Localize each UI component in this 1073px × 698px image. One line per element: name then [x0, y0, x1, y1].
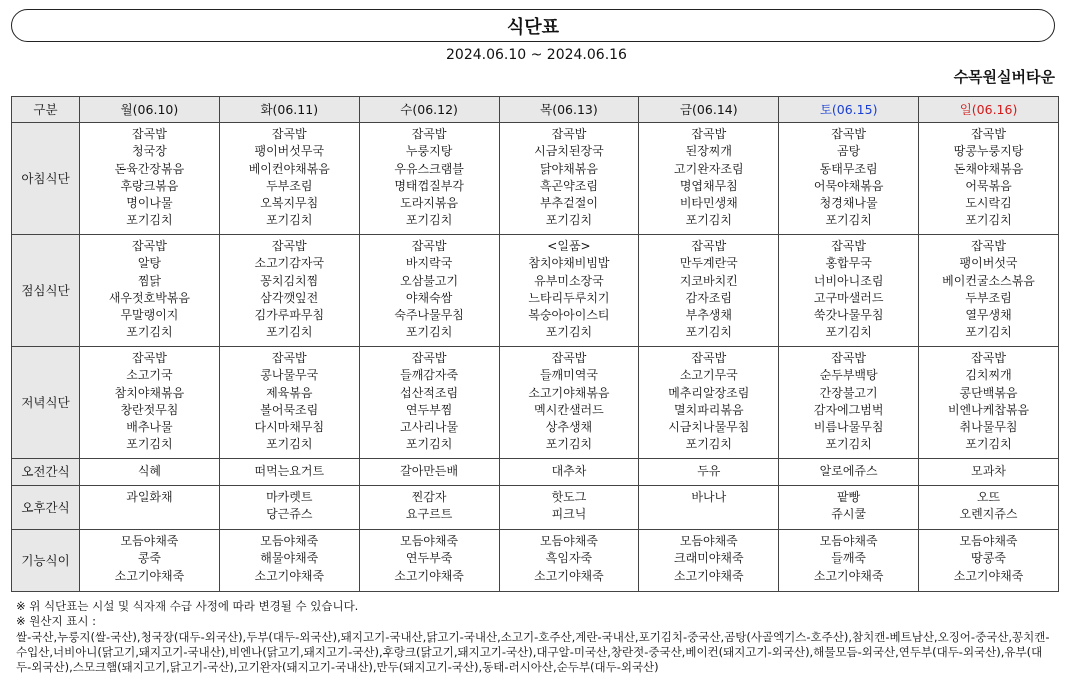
menu-item: 동태무조림: [819, 161, 878, 176]
menu-cell-mon: [80, 486, 220, 530]
menu-item: 마카렛트: [266, 490, 313, 504]
menu-cell-wed: [359, 486, 499, 530]
menu-item: 쑥갓나물무침: [813, 308, 884, 323]
menu-item: 후랑크볶음: [120, 178, 179, 193]
menu-item: 잡곡밥: [551, 351, 587, 365]
functional-diet-row: [12, 530, 1059, 592]
row-label: 오전간식: [12, 459, 80, 486]
menu-item: 감자조림: [685, 290, 732, 305]
menu-item: 소고기무국: [679, 368, 738, 383]
menu-item: 포기김치: [405, 437, 453, 452]
menu-item: 피크닉: [551, 507, 587, 522]
menu-item: 잡곡밥: [691, 239, 727, 253]
menu-item: 소고기야채죽: [534, 568, 604, 583]
menu-item: 시금치나물무침: [668, 420, 750, 435]
menu-item: 열무생채: [965, 308, 1012, 323]
menu-cell-sat: [779, 530, 919, 592]
menu-cell-thu: [499, 235, 639, 347]
menu-item: 누룽지탕: [405, 144, 453, 159]
menu-item: 포기김치: [545, 325, 593, 340]
menu-item: 잡곡밥: [691, 127, 727, 141]
origin-list: 쌀-국산,누룽지(쌀-국산),청국장(대두-외국산),두부(대두-외국산),돼지고기-국내산,닭고기-국내산,소고기-호주산,계란-국내산,포기김치-중국산,곰탕(사골엑기스-호주산),참치캔-베트남산,오징어-중국산,꽁치캔-수입산,너비아니(닭고기,돼지고기-국내산),비엔나(닭고기,돼지고기-국산),후랑크(닭고기,돼지고기-국산),대구알-미국산,창란젓-중국산,베이컨(돼지고기-외국산),해물모듬-외국산,연두부(대두-외국산),유부(대두-외국산),스모크햄(돼지고기,닭고기-국산),고기완자(돼지고기-국내산),만두(돼지고기-국산),동태-러시아산,순두부(대두-외국산): [16, 629, 1050, 675]
menu-item: 곰탕: [837, 144, 861, 159]
menu-item: 잡곡밥: [271, 127, 307, 141]
menu-item: 소고기야채죽: [114, 568, 185, 583]
menu-item: 갈아만든배: [400, 464, 459, 479]
menu-item: 제육볶음: [266, 385, 313, 400]
menu-item: 소고기야채죽: [953, 568, 1024, 583]
menu-item: 다시마채무침: [254, 420, 325, 435]
menu-item: 바나나: [691, 490, 727, 504]
menu-cell-wed: [359, 459, 499, 486]
menu-item: 포기김치: [965, 213, 1012, 228]
menu-item: 참치야채볶음: [114, 385, 185, 400]
menu-cell-mon: [80, 235, 220, 347]
page-title: [11, 9, 1055, 42]
menu-cell-sun: [919, 235, 1059, 347]
day-header-thu: 목(06.13): [499, 97, 639, 123]
menu-item: 잡곡밥: [132, 127, 167, 141]
menu-item: 흑임자죽: [545, 551, 593, 566]
menu-cell-wed: [359, 530, 499, 592]
menu-item: 만두계란국: [679, 256, 738, 271]
menu-cell-mon: [80, 530, 220, 592]
row-label: 점심식단: [12, 235, 80, 347]
menu-item: 잡곡밥: [971, 127, 1006, 141]
menu-item: 잡곡밥: [271, 239, 307, 253]
menu-item: 잡곡밥: [551, 127, 587, 141]
day-header-sun: 일(06.16): [919, 97, 1059, 123]
menu-item: 배추나물: [126, 420, 173, 435]
menu-item: 소고기야채죽: [254, 568, 325, 583]
menu-cell-tue: [219, 235, 359, 347]
menu-cell-mon: [80, 347, 220, 459]
menu-item: 포기김치: [825, 325, 872, 340]
menu-item: 포기김치: [965, 325, 1012, 340]
menu-table: [11, 96, 1059, 592]
menu-item: 포기김치: [685, 213, 732, 228]
menu-item: 쥬시쿨: [831, 507, 867, 522]
menu-item: 오뜨: [976, 490, 1001, 504]
menu-item: 볼어묵조림: [260, 402, 319, 417]
menu-item: 잡곡밥: [971, 351, 1006, 365]
menu-item: 포기김치: [685, 325, 732, 340]
menu-cell-fri: [639, 123, 779, 235]
menu-item: 소고기야채죽: [813, 568, 884, 583]
menu-item: 해물야채죽: [260, 551, 319, 566]
menu-cell-sat: [779, 235, 919, 347]
menu-item: 베이컨야채볶음: [248, 161, 330, 176]
row-label: 아침식단: [12, 123, 80, 235]
menu-item: 고사리나물: [400, 420, 459, 435]
day-header-sat: 토(06.15): [779, 97, 919, 123]
menu-item: 땅콩누룽지탕: [953, 144, 1024, 159]
menu-item: 창란젓무침: [120, 402, 179, 417]
menu-item: 명태껍질부각: [394, 178, 464, 193]
menu-item: 오복지무침: [260, 196, 319, 211]
menu-item: <일품>: [547, 239, 591, 253]
menu-item: 시금치된장국: [534, 144, 604, 159]
menu-item: 어묵볶음: [965, 178, 1012, 193]
menu-item: 청국장: [132, 144, 167, 159]
menu-item: 콩단백볶음: [959, 385, 1018, 400]
menu-item: 포기김치: [266, 213, 313, 228]
menu-item: 비엔나케찹볶음: [947, 402, 1030, 417]
menu-item: 베이컨굴소스볶음: [942, 273, 1035, 288]
menu-item: 참치야채비빔밥: [528, 256, 610, 271]
menu-item: 청경채나물: [819, 196, 878, 211]
menu-cell-tue: [219, 530, 359, 592]
menu-item: 포기김치: [685, 437, 732, 452]
menu-cell-thu: [499, 347, 639, 459]
menu-cell-tue: [219, 459, 359, 486]
menu-item: 간장불고기: [819, 385, 878, 400]
title-text: 식단표: [506, 16, 560, 38]
menu-item: 바지락국: [405, 256, 453, 271]
menu-item: 요구르트: [405, 507, 453, 522]
menu-item: 새우젓호박볶음: [108, 290, 190, 305]
menu-item: 잡곡밥: [411, 351, 447, 365]
menu-cell-thu: [499, 459, 639, 486]
menu-item: 찐감자: [411, 490, 447, 504]
menu-item: 잡곡밥: [691, 351, 727, 365]
menu-item: 두유: [697, 464, 721, 479]
menu-cell-thu: [499, 123, 639, 235]
menu-cell-tue: [219, 123, 359, 235]
menu-item: 취나물무침: [959, 420, 1018, 435]
menu-item: 순두부백탕: [819, 368, 878, 383]
menu-item: 도라지볶음: [400, 196, 459, 211]
menu-item: 소고기야채죽: [674, 568, 744, 583]
row-label: 오후간식: [12, 486, 80, 530]
menu-item: 명이나물: [126, 196, 173, 211]
menu-item: 홍합무국: [825, 256, 872, 271]
menu-item: 잡곡밥: [831, 351, 867, 365]
menu-cell-wed: [359, 235, 499, 347]
menu-item: 메추리알장조림: [668, 385, 750, 400]
menu-item: 소고기국: [126, 368, 173, 383]
menu-item: 부추겉절이: [539, 196, 598, 211]
menu-item: 닭야채볶음: [539, 161, 598, 176]
menu-item: 돈육간장볶음: [114, 161, 185, 176]
menu-cell-sat: [779, 459, 919, 486]
menu-item: 김가루파무침: [254, 308, 325, 323]
menu-item: 들깨미역국: [539, 368, 598, 383]
menu-item: 콩죽: [137, 551, 162, 566]
menu-item: 비타민생채: [679, 196, 738, 211]
menu-cell-fri: [639, 530, 779, 592]
menu-item: 어묵야채볶음: [813, 178, 884, 193]
menu-item: 핫도그: [551, 490, 587, 504]
menu-item: 지코바치킨: [679, 273, 738, 288]
menu-item: 잡곡밥: [831, 239, 867, 253]
menu-item: 무말랭이지: [120, 308, 179, 323]
menu-item: 모과차: [971, 464, 1006, 479]
menu-item: 꽁치김치찜: [260, 273, 319, 288]
menu-item: 알로에쥬스: [819, 464, 878, 479]
menu-item: 떠먹는요거트: [254, 464, 325, 479]
menu-item: 두부조림: [965, 290, 1012, 305]
menu-item: 흑곤약조림: [539, 178, 598, 193]
menu-item: 포기김치: [825, 437, 872, 452]
menu-item: 과일화채: [126, 490, 173, 504]
menu-item: 고기완자조림: [674, 161, 744, 176]
menu-cell-fri: [639, 235, 779, 347]
menu-item: 식혜: [137, 464, 162, 479]
menu-cell-mon: [80, 123, 220, 235]
menu-item: 된장찌개: [685, 144, 732, 159]
menu-item: 돈채야채볶음: [953, 161, 1024, 176]
menu-item: 멸치파리볶음: [674, 402, 744, 417]
menu-item: 연두부죽: [405, 551, 453, 566]
menu-cell-mon: [80, 459, 220, 486]
menu-item: 들깨감자죽: [400, 368, 459, 383]
menu-item: 모듬야채죽: [400, 534, 459, 548]
menu-item: 포기김치: [266, 437, 313, 452]
menu-item: 유부미소장국: [534, 273, 604, 288]
menu-cell-sun: [919, 459, 1059, 486]
menu-item: 오렌지쥬스: [959, 507, 1018, 522]
menu-item: 느타리두루치기: [528, 290, 610, 305]
header-row: [12, 97, 1059, 123]
menu-item: 잡곡밥: [132, 239, 167, 253]
menu-item: 모듬야채죽: [819, 534, 878, 548]
menu-item: 부추생채: [685, 308, 732, 323]
origin-heading: ※ 원산지 표시 :: [16, 614, 97, 629]
menu-item: 찜닭: [137, 273, 162, 288]
menu-item: 오삼불고기: [400, 273, 459, 288]
day-header-fri: 금(06.14): [639, 97, 779, 123]
menu-item: 포기김치: [825, 213, 872, 228]
menu-item: 포기김치: [545, 213, 593, 228]
menu-item: 포기김치: [126, 213, 173, 228]
menu-item: 당근쥬스: [266, 507, 313, 522]
menu-item: 삼각깻잎전: [260, 290, 319, 305]
row-label: 저녁식단: [12, 347, 80, 459]
menu-item: 명엽채무침: [679, 178, 738, 193]
menu-item: 팥빵: [837, 490, 861, 504]
lunch-row: [12, 235, 1059, 347]
menu-item: 콩나물무국: [260, 368, 319, 383]
date-range: 2024.06.10 ~ 2024.06.16: [446, 47, 627, 63]
menu-item: 감자에그범벅: [813, 402, 884, 417]
menu-item: 섭산적조림: [400, 385, 459, 400]
menu-item: 포기김치: [965, 437, 1012, 452]
row-label: 기능식이: [12, 530, 80, 592]
menu-item: 모듬야채죽: [260, 534, 319, 548]
menu-cell-sun: [919, 347, 1059, 459]
organization-name: 수목원실버타운: [953, 68, 1055, 86]
menu-item: 복숭아아이스티: [528, 308, 610, 323]
menu-item: 잡곡밥: [411, 127, 447, 141]
day-header-mon: 월(06.10): [80, 97, 220, 123]
menu-item: 잡곡밥: [971, 239, 1006, 253]
menu-item: 포기김치: [405, 325, 453, 340]
menu-cell-sun: [919, 530, 1059, 592]
menu-item: 김치찌개: [965, 368, 1012, 383]
menu-item: 잡곡밥: [831, 127, 867, 141]
notice-text: ※ 위 식단표는 시설 및 식자재 수급 사정에 따라 변경될 수 있습니다.: [16, 599, 359, 613]
day-header-wed: 수(06.12): [359, 97, 499, 123]
menu-cell-sat: [779, 486, 919, 530]
menu-cell-fri: [639, 459, 779, 486]
menu-item: 소고기야채볶음: [528, 385, 610, 400]
menu-cell-sat: [779, 347, 919, 459]
menu-item: 포기김치: [126, 325, 173, 340]
menu-item: 두부조림: [266, 178, 313, 193]
menu-item: 포기김치: [266, 325, 313, 340]
menu-item: 포기김치: [545, 437, 593, 452]
corner-header: 구분: [12, 97, 80, 123]
afternoon-snack-row: [12, 486, 1059, 530]
menu-item: 연두부찜: [405, 402, 453, 417]
menu-item: 야채숙쌈: [405, 290, 453, 305]
menu-cell-sat: [779, 123, 919, 235]
menu-item: 포기김치: [405, 213, 453, 228]
breakfast-row: [12, 123, 1059, 235]
menu-cell-tue: [219, 486, 359, 530]
menu-item: 비름나물무침: [813, 420, 884, 435]
menu-cell-sun: [919, 123, 1059, 235]
day-header-tue: 화(06.11): [219, 97, 359, 123]
menu-item: 모듬야채죽: [120, 534, 179, 548]
menu-item: 모듬야채죽: [539, 534, 598, 548]
menu-item: 상추생채: [545, 420, 593, 435]
menu-cell-tue: [219, 347, 359, 459]
menu-item: 모듬야채죽: [959, 534, 1018, 548]
menu-item: 잡곡밥: [132, 351, 167, 365]
menu-item: 대추차: [551, 464, 587, 479]
menu-item: 땅콩죽: [971, 551, 1006, 566]
menu-item: 크래미야채죽: [674, 551, 744, 566]
menu-item: 팽이버섯무국: [254, 144, 325, 159]
menu-cell-thu: [499, 530, 639, 592]
menu-item: 멕시칸샐러드: [534, 402, 604, 417]
notes: [16, 599, 1056, 675]
morning-snack-row: [12, 459, 1059, 486]
menu-item: 소고기감자국: [254, 256, 325, 271]
menu-item: 도시락김: [965, 196, 1012, 211]
menu-item: 잡곡밥: [271, 351, 307, 365]
menu-item: 숙주나물무침: [394, 308, 464, 323]
menu-cell-fri: [639, 486, 779, 530]
menu-cell-sun: [919, 486, 1059, 530]
menu-item: 잡곡밥: [411, 239, 447, 253]
menu-item: 모듬야채죽: [679, 534, 738, 548]
menu-item: 포기김치: [126, 437, 173, 452]
dinner-row: [12, 347, 1059, 459]
menu-cell-wed: [359, 347, 499, 459]
menu-item: 소고기야채죽: [394, 568, 464, 583]
menu-item: 너비아니조림: [813, 273, 884, 288]
menu-cell-thu: [499, 486, 639, 530]
menu-cell-wed: [359, 123, 499, 235]
menu-cell-fri: [639, 347, 779, 459]
menu-item: 알탕: [137, 256, 162, 271]
menu-item: 고구마샐러드: [813, 290, 884, 305]
menu-item: 팽이버섯국: [959, 256, 1018, 271]
menu-item: 우유스크램블: [394, 161, 464, 176]
menu-item: 들깨죽: [831, 551, 867, 566]
